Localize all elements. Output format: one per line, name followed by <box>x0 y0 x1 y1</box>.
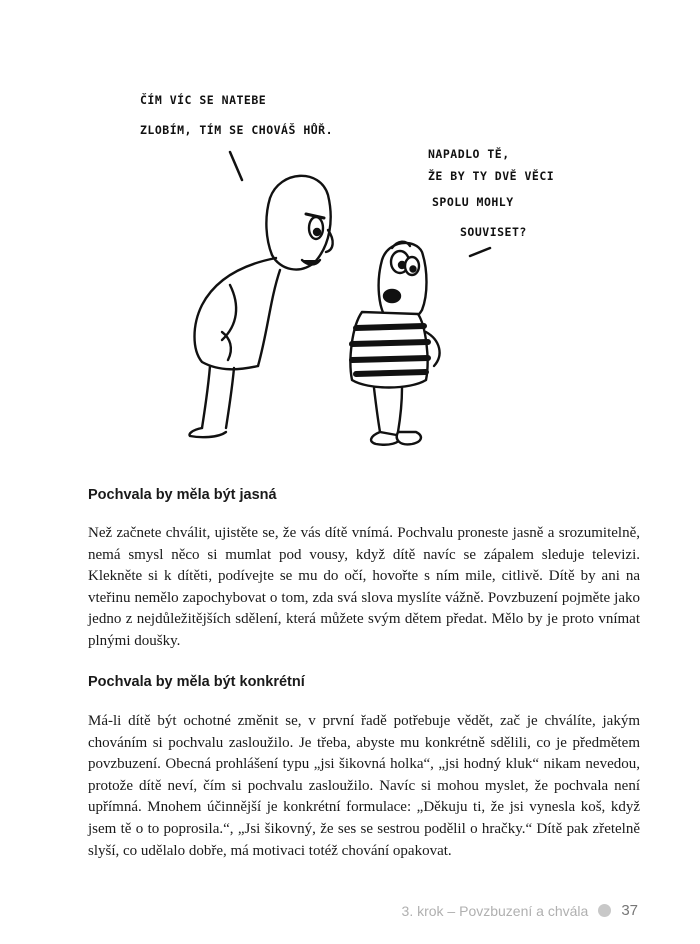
footer-dot-icon <box>598 904 611 917</box>
right-bubble-line-1: NAPADLO TĚ, <box>428 147 510 161</box>
section-paragraph-specific-praise: Má-li dítě být ochotné změnit se, v první řadě potřebuje vědět, zač je chválíte, jakým chováním si pochvalu zasloužilo. Je třeba, abyste mu konkrétně sdělili, co je předmětem povzbuzení. Obecná prohlášení typu „jsi šikovná holka“, „jsi hodný kluk“ nikam nevedou, protože dítě neví, čím si pochvalu zasloužilo. Navíc si mohou myslet, že pochvala není upřímná. Mnohem účinnější je konkrétní formulace: „Děkuju ti, že jsi vynesla koš, když jsem tě o to poprosila.“, „Jsi šikovný, že ses se sestrou podělil o hračky.“ Dítě pak zřetelně slyší, co udělalo dobře, má motivaci totéž chování opakovat. <box>88 713 640 859</box>
section-paragraph-clear-praise: Než začnete chválit, ujistěte se, že vás dítě vnímá. Pochvalu proneste jasně a srozumitelně, nemá smysl něco si mumlat pod vousy, když dítě navíc se zápalem sleduje televizi. Klekněte si k dítěti, podívejte se mu do očí, hovořte s ním mile, citlivě. Dítě by ani na vteřinu nemělo zapochybovat o tom, zda svá slova myslíte vážně. Povzbuzení pojměte jako jedno z nejdůležitějších sdělení, která můžete svým dětem předat. Mělo by je proto vnímat plnými doušky. <box>88 525 640 649</box>
left-bubble-line-2: ZLOBÍM, TÍM SE CHOVÁŠ HŮŘ. <box>140 123 334 137</box>
child-figure <box>350 242 439 445</box>
section-heading-specific-praise: Pochvala by měla být konkrétní <box>88 674 305 690</box>
section-heading-clear-praise: Pochvala by měla být jasná <box>88 487 277 503</box>
right-speech-text <box>428 146 554 239</box>
cartoon-illustration <box>130 70 600 450</box>
page-footer <box>402 902 638 919</box>
right-bubble-line-3: SPOLU MOHLY <box>432 195 514 209</box>
left-bubble-line-1: ČÍM VÍC SE NATEBE <box>140 93 267 107</box>
page-number: 37 <box>621 902 638 919</box>
chapter-title: 3. krok – Povzbuzení a chvála <box>401 902 589 919</box>
right-bubble-line-2: ŽE BY TY DVĚ VĚCI <box>428 169 555 183</box>
left-speech-text <box>140 92 333 137</box>
adult-figure <box>190 176 333 437</box>
right-bubble-line-4: SOUVISET? <box>460 225 527 239</box>
